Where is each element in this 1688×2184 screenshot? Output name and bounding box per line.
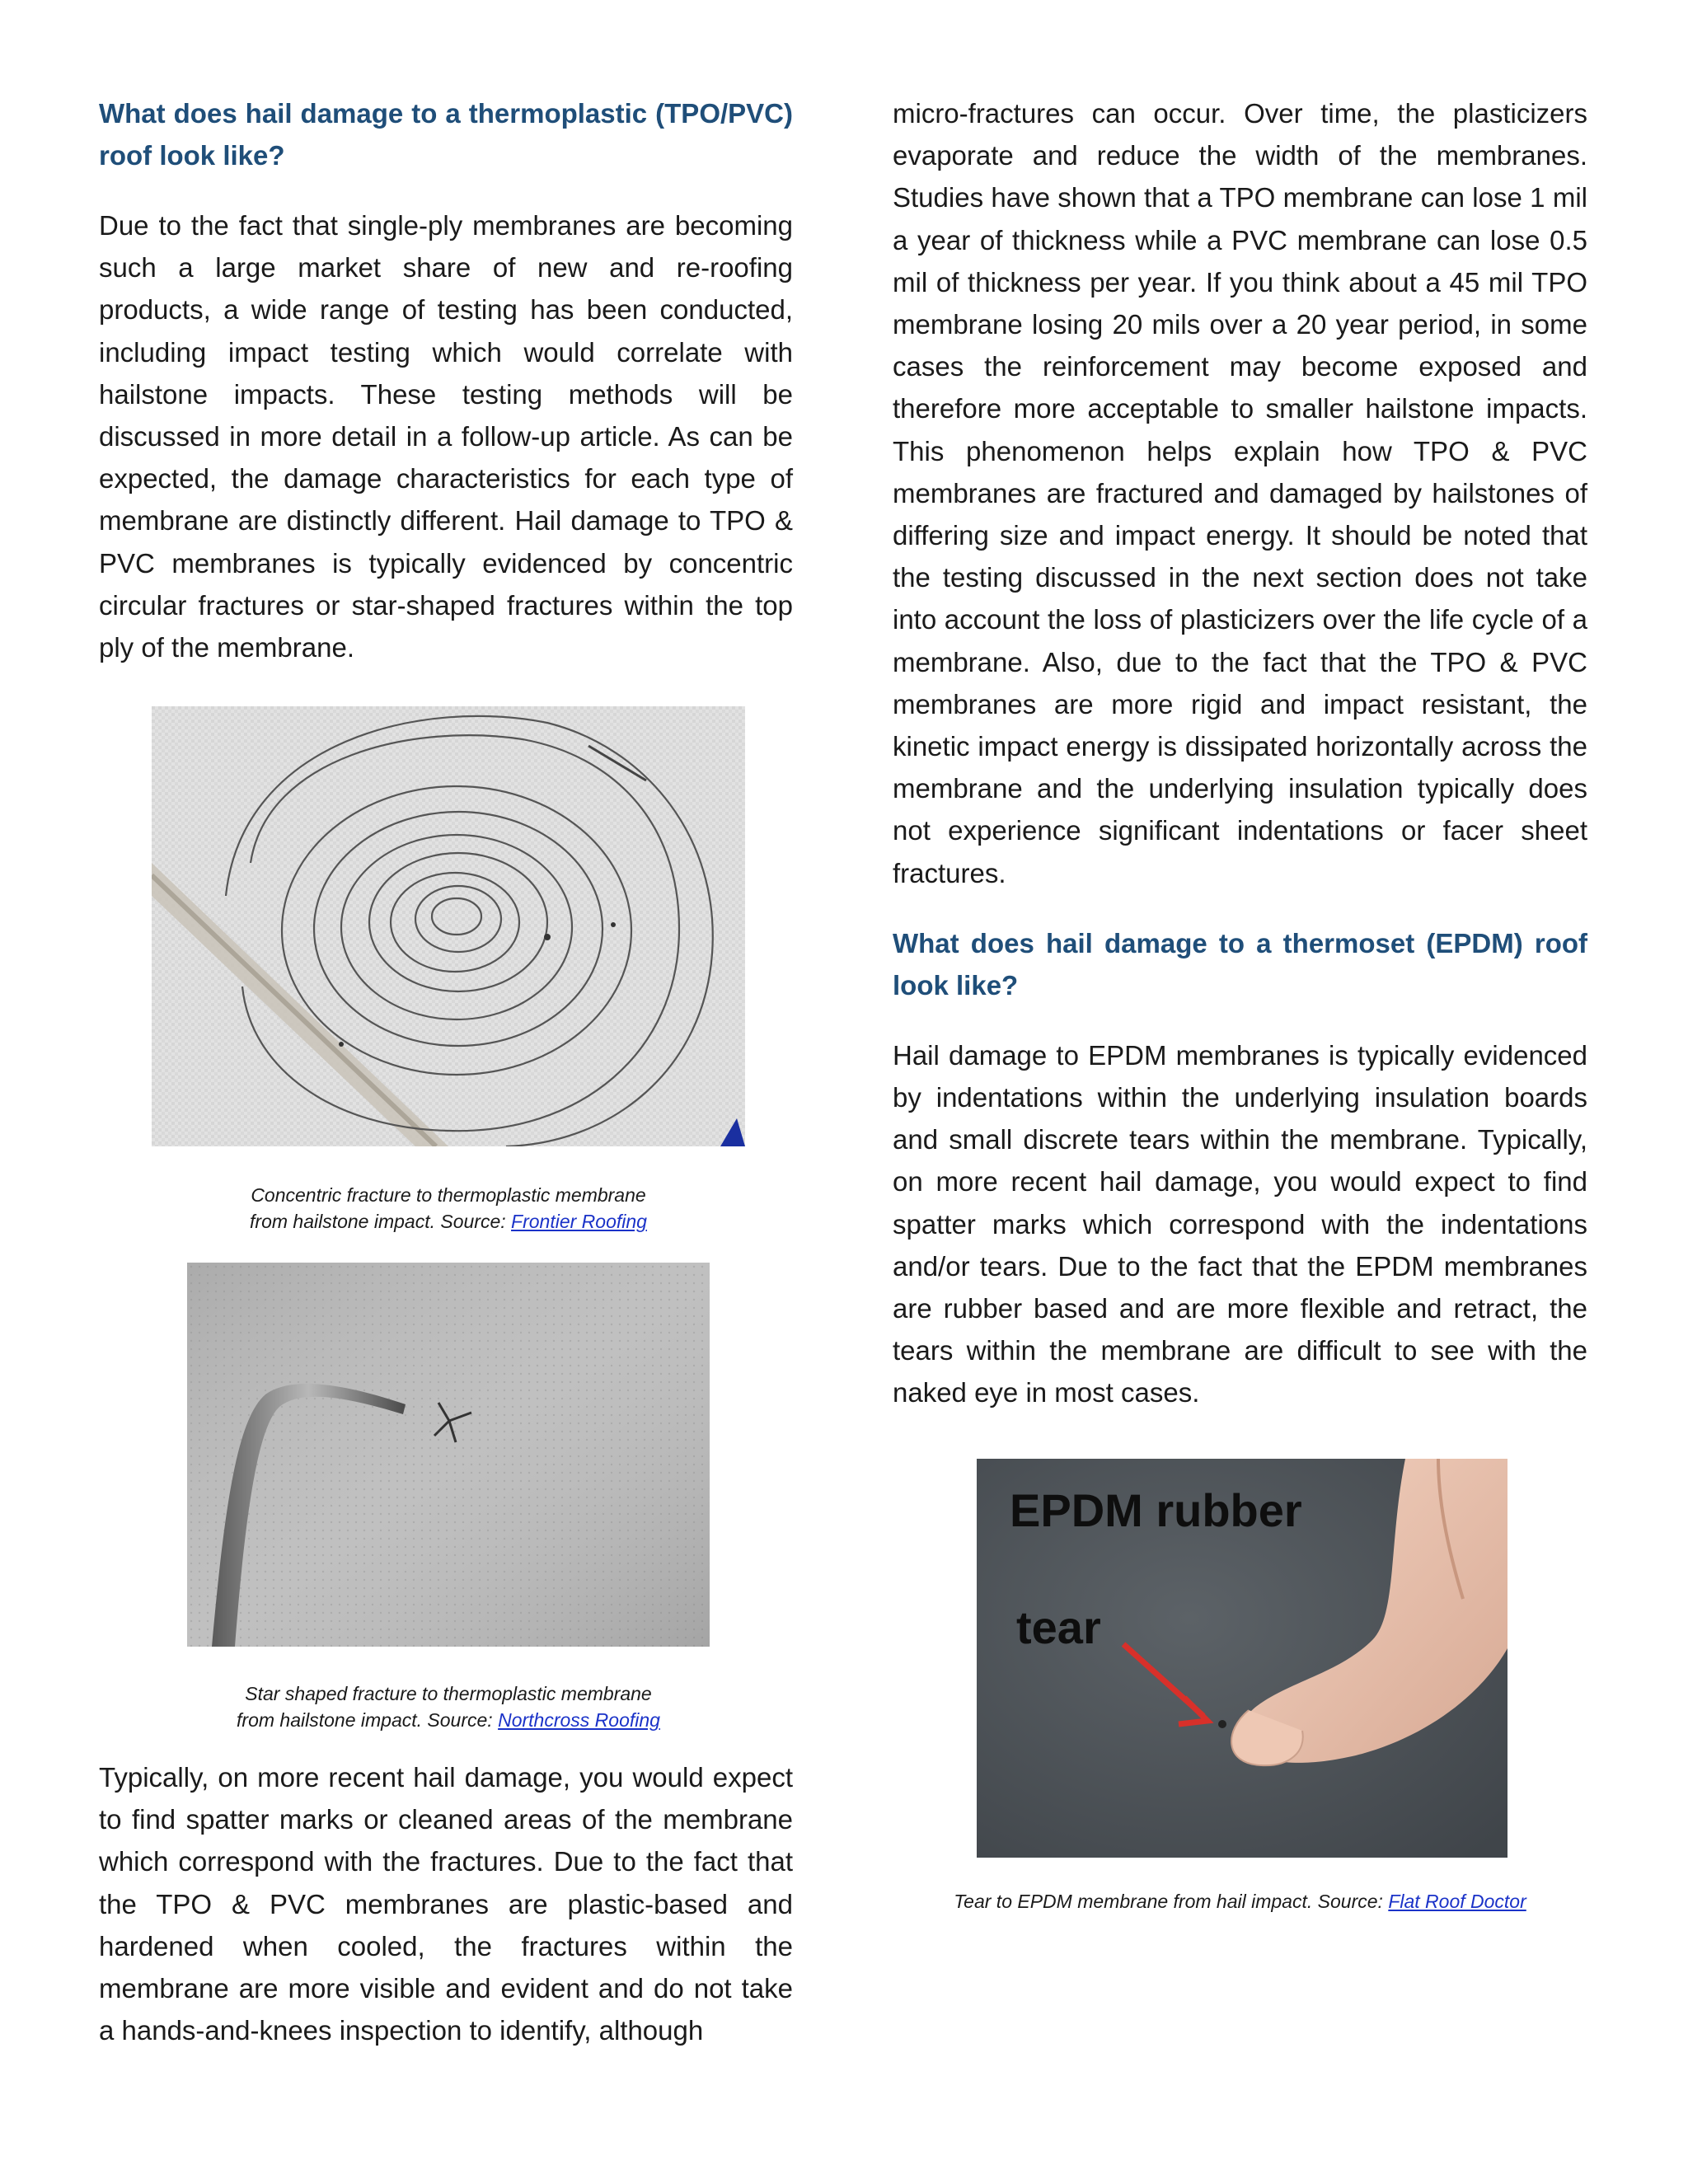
paragraph-spatter-tpo: Typically, on more recent hail damage, you would expect to find spatter marks or cleaned areas of the membrane which correspond with the fractures. Due to the fact that the TPO & PVC membranes are plastic-based and hardened when cooled, the fractures within the membrane are more visible and evident and do not take a hands-and-knees inspection to identify, although — [99, 1762, 793, 2046]
star-fracture-photo — [187, 1263, 710, 1647]
figure2-caption-line1: Star shaped fracture to thermoplastic membrane — [245, 1683, 652, 1704]
paragraph-epdm: Hail damage to EPDM membranes is typically evidenced by indentations within the underlying insulation boards and small discrete tears within the membrane. Typically, on more recent hail damage, you would expect to find spatter marks which correspond with the indentations and/or tears. Due to the fact that the EPDM membranes are rubber based and are more flexible and retract, the tears within the membrane are difficult to see with the naked eye in most cases. — [893, 1039, 1587, 1408]
paragraph-plasticizers: micro-fractures can occur. Over time, the plasticizers evaporate and reduce the width of the membranes. Studies have shown that a TPO membrane can lose 1 mil a year of thickness while a PVC membrane can lose 0.5 mil of thickness per year. If you think about a 45 mil TPO membrane losing 20 mils over a 20 year period, in some cases the reinforcement may become exposed and therefore more acceptable to smaller hailstone impacts. This phenomenon helps explain how TPO & PVC membranes are fractured and damaged by hailstones of differing size and impact energy. It should be noted that the testing discussed in the next section does not take into account the loss of plasticizers over the life cycle of a membrane. Also, due to the fact that the TPO & PVC membranes are more rigid and impact resistant, the kinetic impact energy is dissipated horizontally across the membrane and the underlying insulation typically does not experience significant indentations or facer sheet fractures. — [893, 98, 1587, 888]
figure3-caption-text: Tear to EPDM membrane from hail impact. Source: — [954, 1891, 1389, 1912]
heading-thermoplastic: What does hail damage to a thermoplastic (TPO/PVC) roof look like? — [99, 98, 793, 171]
figure2-caption-line2: from hailstone impact. Source: — [237, 1709, 499, 1731]
photo-label-tear: tear — [1016, 1601, 1101, 1653]
frontier-roofing-link[interactable]: Frontier Roofing — [511, 1211, 647, 1232]
northcross-roofing-link[interactable]: Northcross Roofing — [498, 1709, 660, 1731]
right-column — [893, 92, 1587, 1414]
figure1-caption — [152, 1182, 745, 1235]
epdm-tear-photo — [977, 1459, 1507, 1858]
figure3-caption — [893, 1888, 1587, 1915]
figure2-caption — [152, 1680, 745, 1733]
concentric-fracture-photo — [152, 706, 745, 1146]
paragraph-intro: Due to the fact that single-ply membranes are becoming such a large market share of new and re-roofing products, a wide range of testing has been conducted, including impact testing which would correlate with hailstone impacts. These testing methods will be discussed in more detail in a follow-up article. As can be expected, the damage characteristics for each type of membrane are distinctly different. Hail damage to TPO & PVC membranes is typically evidenced by concentric circular fractures or star-shaped fractures within the top ply of the membrane. — [99, 210, 793, 663]
heading-thermoset: What does hail damage to a thermoset (EPDM) roof look like? — [893, 927, 1587, 1001]
left-column-continued — [99, 1756, 793, 2051]
figure1-caption-line1: Concentric fracture to thermoplastic membrane — [251, 1184, 646, 1206]
flat-roof-doctor-link[interactable]: Flat Roof Doctor — [1388, 1891, 1526, 1912]
left-column — [99, 92, 793, 668]
figure1-caption-line2: from hailstone impact. Source: — [250, 1211, 512, 1232]
photo-title-epdm-rubber: EPDM rubber — [1010, 1484, 1302, 1536]
